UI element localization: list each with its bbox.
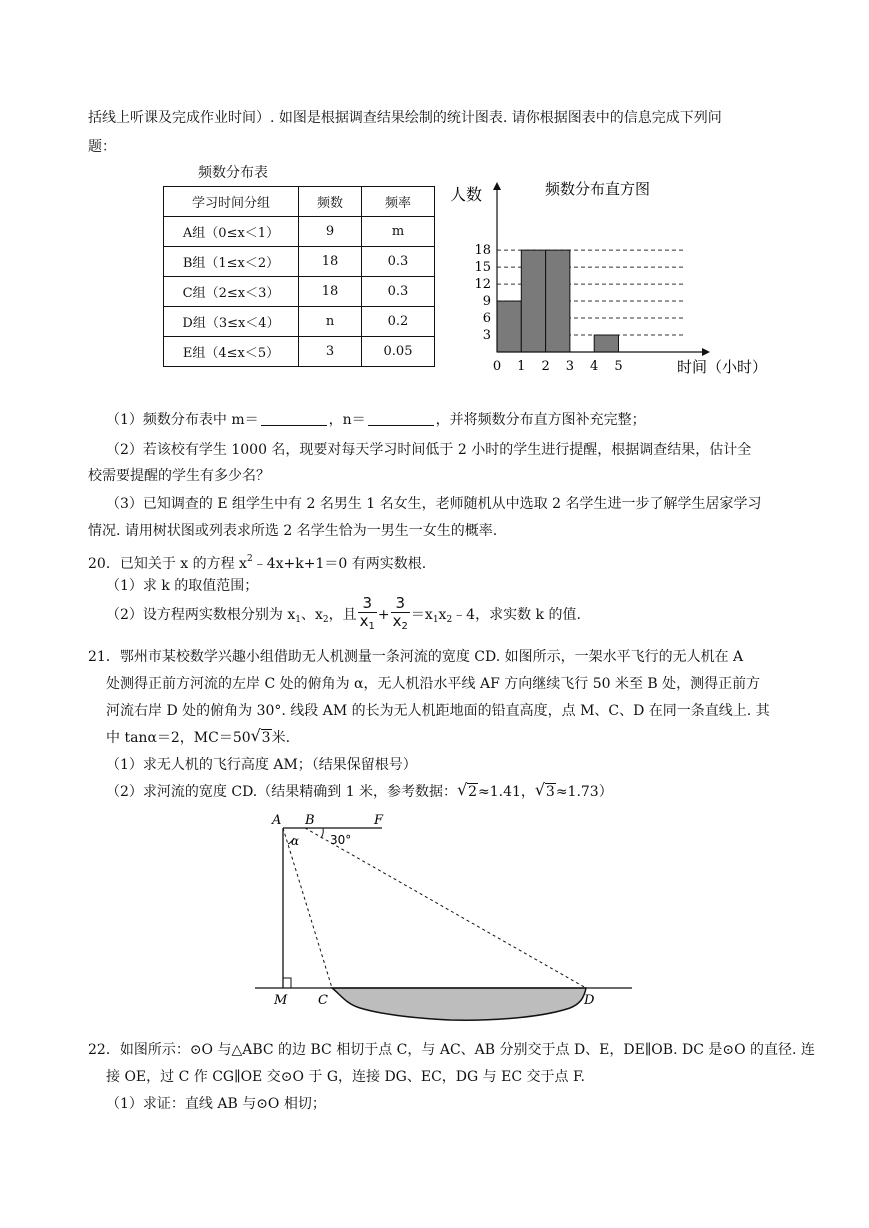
chart-title: 频数分布直方图 (545, 180, 651, 198)
line-of-sight-AC (283, 828, 332, 988)
label-F: F (374, 813, 384, 828)
y-axis-arrow (493, 182, 501, 190)
q20-p2-f: ﹣4，求实数 k 的值. (452, 607, 581, 623)
q20-p2-e: x (438, 607, 447, 623)
table-cell: 0.3 (362, 247, 435, 277)
q21-line-1: 21．鄂州市某校数学兴趣小组借助无人机测量一条河流的宽度 CD. 如图所示，一架水平飞行的无人机在 A (88, 649, 744, 665)
table-cell: 0.2 (362, 307, 435, 337)
q21-line-4 (106, 728, 290, 748)
x-axis-label: 时间（小时） (677, 358, 768, 376)
q19-p1-text-c: ，并将频数分布直方图补充完整； (435, 412, 646, 428)
q21-line-2: 处测得正前方河流的左岸 C 处的俯角为 α，无人机沿水平线 AF 方向继续飞行 50 米至 B 处，测得正前方 (106, 676, 761, 692)
label-C: C (318, 993, 328, 1008)
q20-p2-a: （2）设方程两实数根分别为 x (106, 607, 296, 623)
x-tick-label: 4 (590, 359, 599, 374)
table-cell: A组（0≤x＜1） (164, 217, 299, 247)
intro-line-2: 题： (88, 139, 116, 155)
sqrt-2 (458, 782, 478, 802)
x-tick-label: 1 (517, 359, 526, 374)
histogram-bar (546, 250, 570, 352)
q20-part-2 (106, 595, 581, 639)
q19-p1-text-a: （1）频数分布表中 m＝ (106, 412, 259, 428)
x-tick-label: 3 (565, 359, 575, 374)
label-A: A (272, 813, 282, 828)
q20-p2-d: ＝x (410, 607, 433, 623)
q20-p2-b: 、x (301, 607, 323, 623)
label-alpha: α (291, 834, 300, 848)
q21-l4-a: 中 tanα＝2，MC＝50 (106, 730, 251, 746)
fraction-3-over-x1 (358, 595, 377, 635)
fraction-denominator-sub: 2 (401, 621, 408, 632)
q20-stem-a: 20．已知关于 x 的方程 x (88, 556, 247, 572)
q21-part-1: （1）求无人机的飞行高度 AM；（结果保留根号） (106, 757, 417, 773)
radicand: 3 (545, 784, 555, 800)
q20-stem-b: ﹣4x+k+1＝0 有两实数根. (252, 556, 427, 572)
q19-part-2-line-2: 校需要提醒的学生有多少名？ (88, 468, 270, 484)
q20-p2-c: ，且 (328, 607, 357, 623)
fraction-3-over-x2 (391, 595, 410, 635)
q20-p2-sub2: 2 (322, 615, 329, 625)
q21-line-3: 河流右岸 D 处的俯角为 30°. 线段 AM 的长为无人机距地面的铅直高度，点 M、C、D 在同一条直线上. 其 (106, 703, 770, 719)
q20-p2-sub1: 1 (295, 615, 301, 625)
q20-p2-sub3: 1 (432, 615, 439, 625)
q19-part-3-line-1: （3）已知调查的 E 组学生中有 2 名男生 1 名女生，老师随机从中选取 2 名学生进一步了解学生居家学习 (106, 496, 762, 512)
table-cell: B组（1≤x＜2） (164, 247, 299, 277)
table-cell: 0.3 (362, 277, 435, 307)
histogram-bar (521, 250, 545, 352)
q19-part-1 (106, 410, 646, 430)
label-B: B (305, 813, 315, 828)
histogram-chart (440, 168, 790, 383)
table-header: 频率 (362, 187, 435, 217)
q22-line-2: 接 OE，过 C 作 CG∥OE 交⊙O 于 G，连接 DG、EC，DG 与 EC 交于点 F. (106, 1069, 585, 1085)
fraction-denominator-sub: 1 (368, 621, 375, 632)
q19-part-2-line-1: （2）若该校有学生 1000 名，现要对每天学习时间低于 2 小时的学生进行提醒，根据调查结果，估计全 (106, 442, 752, 458)
x-axis-arrow (702, 348, 710, 356)
answer-blank-m[interactable] (261, 411, 327, 426)
answer-blank-n[interactable] (368, 411, 434, 426)
table-row (164, 247, 435, 277)
table-cell: 18 (299, 247, 362, 277)
q20-stem (88, 549, 426, 574)
q22-line-1: 22．如图所示：⊙O 与△ABC 的边 BC 相切于点 C，与 AC、AB 分别交于点 D、E，DE∥OB. DC 是⊙O 的直径. 连 (88, 1042, 815, 1058)
q19-part-3-line-2: 情况. 请用树状图或列表求所选 2 名学生恰为一男生一女生的概率. (88, 523, 498, 539)
table-header: 频数 (299, 187, 362, 217)
q19-p1-text-b: ，n＝ (328, 412, 366, 428)
radicand: 2 (468, 784, 477, 800)
histogram-bar (497, 301, 521, 352)
table-cell: 9 (299, 217, 362, 247)
x-tick-label: 2 (541, 359, 550, 374)
histogram-bars (497, 250, 619, 352)
x-tick-label: 5 (614, 359, 623, 374)
table-header-row (164, 187, 435, 217)
table-title: 频数分布表 (198, 165, 268, 181)
table-cell: n (299, 307, 362, 337)
q21-p2-c: ≈1.73） (555, 784, 613, 800)
plus-sign: + (377, 607, 390, 623)
radicand: 3 (261, 730, 271, 746)
fraction-denominator: x (392, 612, 402, 630)
x-tick-label: 0 (492, 359, 502, 374)
right-angle-mark (283, 978, 291, 988)
river-shape (332, 988, 586, 1020)
drone-river-diagram (250, 808, 640, 1033)
q21-l4-b: 米. (271, 730, 291, 746)
q20-part-1: （1）求 k 的取值范围； (106, 578, 259, 594)
table-row (164, 217, 435, 247)
table-header: 学习时间分组 (164, 187, 299, 217)
y-tick-label: 15 (474, 260, 491, 276)
q22-part-1: （1）求证：直线 AB 与⊙O 相切； (106, 1096, 326, 1112)
y-tick-label: 12 (474, 277, 491, 293)
y-tick-label: 3 (482, 328, 491, 344)
angle-30-arc (321, 828, 323, 838)
frequency-table (163, 186, 435, 367)
sqrt-3 (536, 782, 556, 802)
sqrt-3 (252, 728, 272, 748)
y-axis-label: 人数 (450, 185, 483, 204)
y-tick-labels (474, 243, 491, 343)
table-row (164, 307, 435, 337)
line-of-sight-BD (305, 828, 586, 988)
y-tick-label: 18 (474, 243, 491, 259)
table-row (164, 277, 435, 307)
table-cell: C组（2≤x＜3） (164, 277, 299, 307)
fraction-denominator: x (359, 612, 369, 630)
y-tick-label: 9 (482, 294, 491, 310)
q21-p2-a: （2）求河流的宽度 CD.（结果精确到 1 米，参考数据： (106, 784, 458, 800)
label-M: M (274, 993, 288, 1008)
table-row (164, 337, 435, 367)
label-D: D (584, 993, 595, 1008)
q21-p2-b: ≈1.41， (477, 784, 535, 800)
table-cell: E组（4≤x＜5） (164, 337, 299, 367)
y-tick-label: 6 (482, 311, 491, 327)
table-cell: 18 (299, 277, 362, 307)
table-cell: 0.05 (362, 337, 435, 367)
x-tick-labels (493, 359, 623, 374)
label-30-degrees: 30° (330, 833, 352, 847)
fraction-numerator: 3 (391, 595, 410, 613)
table-cell: D组（3≤x＜4） (164, 307, 299, 337)
q21-part-2 (106, 782, 613, 802)
fraction-numerator: 3 (358, 595, 377, 613)
table-cell: 3 (299, 337, 362, 367)
q20-stem-sup: 2 (246, 554, 253, 564)
table-cell: m (362, 217, 435, 247)
intro-line-1: 括线上听课及完成作业时间）. 如图是根据调查结果绘制的统计图表. 请你根据图表中的信息完成下列问 (88, 110, 722, 126)
histogram-bar (594, 335, 618, 352)
q20-p2-sub4: 2 (446, 615, 453, 625)
